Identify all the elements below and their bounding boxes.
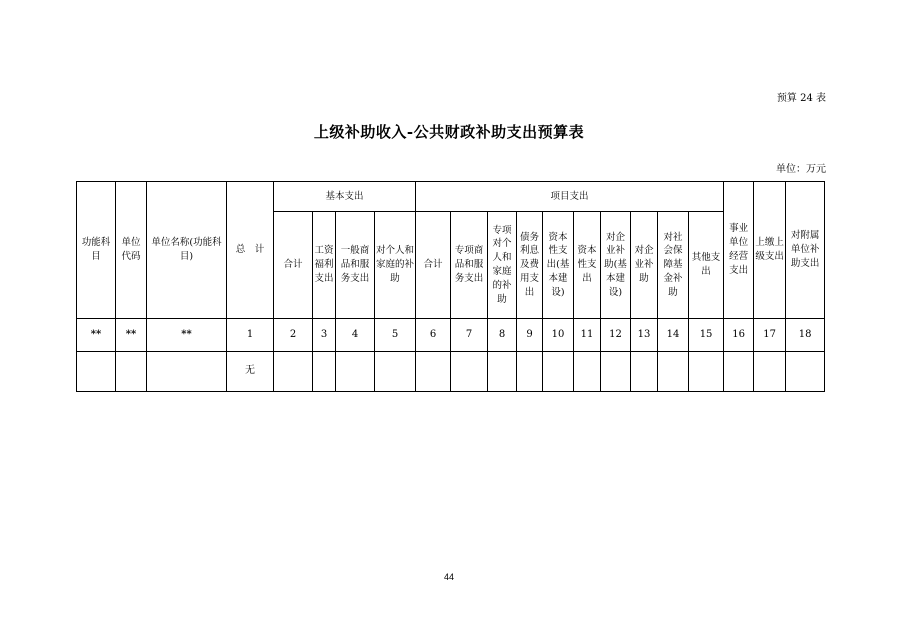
- table-cell: [313, 352, 336, 392]
- header-other: 其他支出: [689, 212, 724, 319]
- header-capital: 资本性支出: [574, 212, 601, 319]
- table-cell: [601, 352, 631, 392]
- header-project-expenditure: 项目支出: [416, 182, 724, 212]
- table-cell: 6: [416, 319, 451, 352]
- table-cell: **: [116, 319, 147, 352]
- table-cell: [416, 352, 451, 392]
- header-goods-services: 一般商品和服务支出: [336, 212, 375, 319]
- header-debt-interest: 债务利息及费用支出: [517, 212, 543, 319]
- table-cell: 8: [488, 319, 517, 352]
- header-basic-subtotal: 合计: [274, 212, 313, 319]
- table-cell: 10: [543, 319, 574, 352]
- unit-label: 单位：万元: [776, 164, 826, 175]
- table-row: [77, 352, 825, 392]
- header-enterprise-construction: 对企业补助(基本建设): [601, 212, 631, 319]
- header-group-row: [77, 182, 825, 212]
- form-number: 预算 24 表: [776, 93, 826, 104]
- table-cell: [786, 352, 825, 392]
- header-subsidies-to-affiliates: 对附属单位补助支出: [786, 182, 825, 319]
- header-total: 总 计: [227, 182, 274, 319]
- table-cell: 1: [227, 319, 274, 352]
- table-cell: [451, 352, 488, 392]
- header-wages-benefits: 工资福利支出: [313, 212, 336, 319]
- table-cell: 无: [227, 352, 274, 392]
- page-title: 上级补助收入-公共财政补助支出预算表: [313, 123, 585, 141]
- header-function-subject: 功能科目: [77, 182, 116, 319]
- table-cell: [488, 352, 517, 392]
- header-basic-expenditure: 基本支出: [274, 182, 416, 212]
- index-row: [77, 319, 825, 352]
- table-cell: [543, 352, 574, 392]
- table-cell: 16: [724, 319, 754, 352]
- table-cell: **: [147, 319, 227, 352]
- header-special-subsidies-individuals: 专项对个人和家庭的补助: [488, 212, 517, 319]
- table-cell: [116, 352, 147, 392]
- table-cell: 17: [754, 319, 786, 352]
- table-cell: [724, 352, 754, 392]
- header-enterprise: 对企业补助: [631, 212, 658, 319]
- table-cell: 13: [631, 319, 658, 352]
- table-cell: **: [77, 319, 116, 352]
- header-project-subtotal: 合计: [416, 212, 451, 319]
- header-unit-code: 单位代码: [116, 182, 147, 319]
- table-cell: 9: [517, 319, 543, 352]
- table-cell: 18: [786, 319, 825, 352]
- header-subsidies-individuals: 对个人和家庭的补助: [375, 212, 416, 319]
- table-cell: 7: [451, 319, 488, 352]
- table-cell: 5: [375, 319, 416, 352]
- header-payments-to-superior: 上缴上级支出: [754, 182, 786, 319]
- table-cell: [689, 352, 724, 392]
- table-cell: [517, 352, 543, 392]
- table-cell: [375, 352, 416, 392]
- table-cell: 4: [336, 319, 375, 352]
- page-number: 44: [443, 572, 454, 582]
- budget-table: [76, 181, 825, 392]
- table-cell: 15: [689, 319, 724, 352]
- table-cell: [77, 352, 116, 392]
- header-special-goods-services: 专项商品和服务支出: [451, 212, 488, 319]
- table-cell: 14: [658, 319, 689, 352]
- header-business-operations: 事业单位经营支出: [724, 182, 754, 319]
- table-cell: [631, 352, 658, 392]
- table-cell: 3: [313, 319, 336, 352]
- table-cell: [754, 352, 786, 392]
- table-cell: [274, 352, 313, 392]
- table-cell: [658, 352, 689, 392]
- table-cell: 12: [601, 319, 631, 352]
- header-social-security: 对社会保障基金补助: [658, 212, 689, 319]
- table-cell: 11: [574, 319, 601, 352]
- table-cell: [574, 352, 601, 392]
- header-capital-construction: 资本性支出(基本建设): [543, 212, 574, 319]
- table-cell: [147, 352, 227, 392]
- table-cell: [336, 352, 375, 392]
- header-unit-name: 单位名称(功能科目): [147, 182, 227, 319]
- table-cell: 2: [274, 319, 313, 352]
